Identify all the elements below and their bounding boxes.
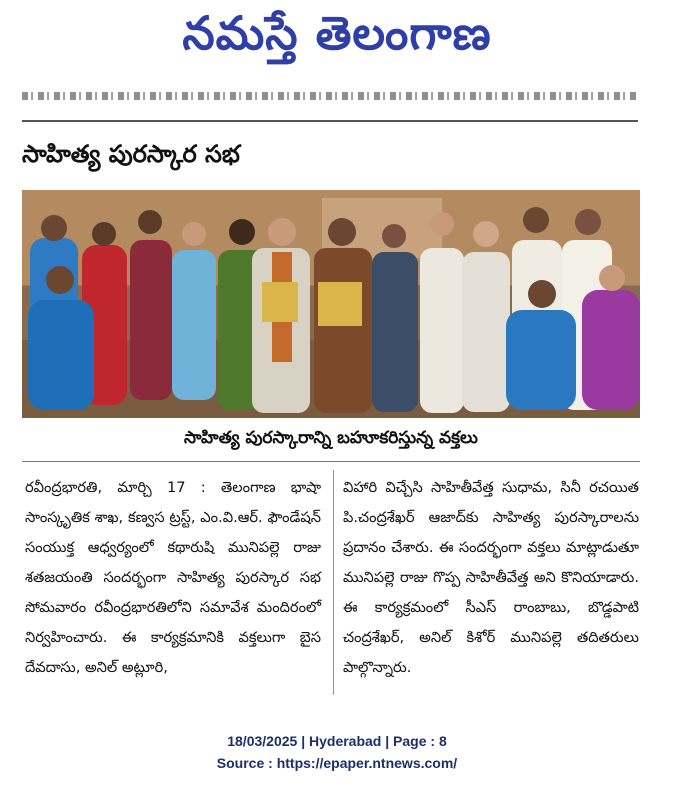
award-ceremony-photo-illustration xyxy=(22,190,640,418)
event-photo xyxy=(22,190,640,418)
source-url-line[interactable]: Source : https://epaper.ntnews.com/ xyxy=(216,755,458,771)
article-headline: సాహిత్య పురస్కార సభ xyxy=(22,140,240,168)
article-body-left-column: రవీంద్రభారతి, మార్చి 17 : తెలంగాణ భాషా సాంస్కృతిక శాఖ, కణ్వస ట్రస్ట్, ఎం.వి.ఆర్. ఫౌండేషన్ సంయుక్త ఆధ్వర్యంలో కథారుషి మునిపల్లె రాజు శతజయంతి సందర్భంగా సాహిత్య పురస్కార సభ సోమవారం రవీంద్రభారతిలోని సమావేశ మందిరంలో నిర్వహించారు. ఈ కార్యక్రమానికి వక్తలుగా బైస దేవదాసు, అనిల్ అట్లూరి, xyxy=(25,479,321,676)
previous-article-clipped-line xyxy=(22,92,638,100)
masthead-title: నమస్తే తెలంగాణ xyxy=(182,6,492,60)
column-divider xyxy=(333,470,334,695)
photo-caption: సాహిత్య పురస్కారాన్ని బహూకరిస్తున్న వక్తలు xyxy=(22,419,640,462)
masthead-logo xyxy=(0,0,674,80)
top-divider xyxy=(22,120,638,122)
article-body-right-column: విహారి విచ్చేసి సాహితీవేత్త సుధామ, సినీ రచయిత పి.చంద్రశేఖర్ ఆజాద్‌కు సాహిత్య పురస్కారాలను ప్రదానం చేశారు. ఈ సందర్భంగా వక్తలు మాట్లాడుతూ మునిపల్లె రాజు గొప్ప సాహితీవేత్త అని కొనియాడారు. ఈ కార్యక్రమంలో సీఎస్ రాంబాబు, బొడ్డపాటి చంద్రశేఖర్, అనిల్ కిశోర్ మునిపల్లె తదితరులు పాల్గొన్నారు. xyxy=(343,479,639,676)
edition-date-line: 18/03/2025 | Hyderabad | Page : 8 xyxy=(227,733,447,749)
